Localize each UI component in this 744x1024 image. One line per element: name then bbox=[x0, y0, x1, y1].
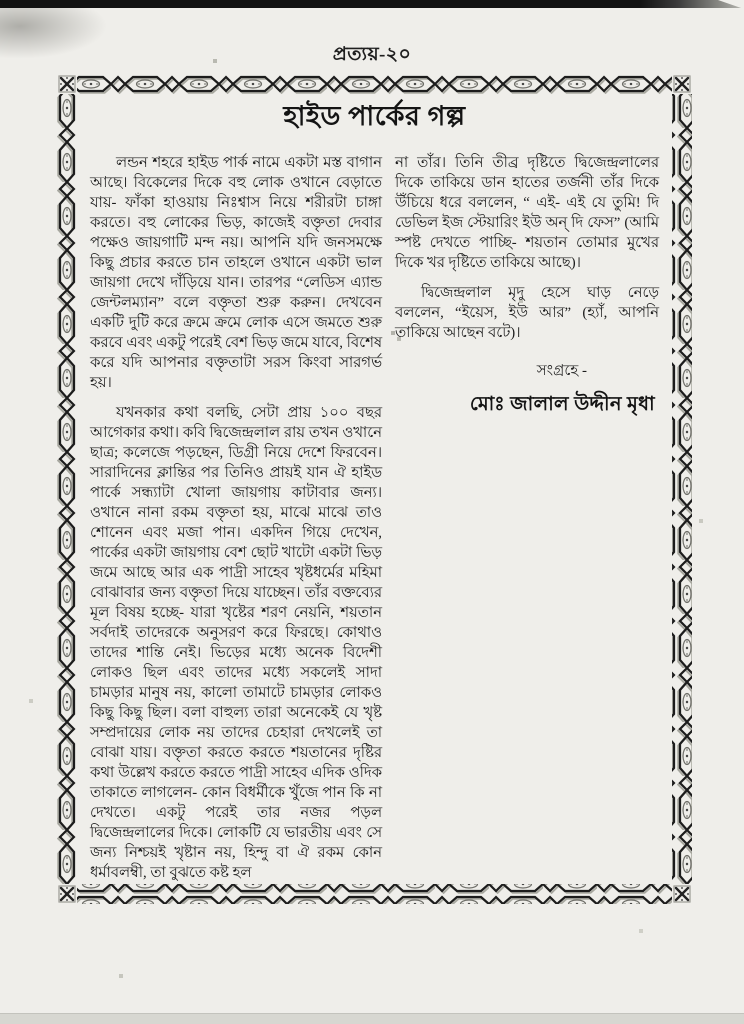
scan-edge-top bbox=[0, 0, 744, 8]
story-paragraph: না তাঁর। তিনি তীব্র দৃষ্টিতে দ্বিজেন্দ্রলালের দিকে তাকিয়ে ডান হাতের তর্জনী তাঁর দিকে উঁচিয়ে ধরে বললেন, “ এই- এই যে তুমি! দি ডেভিল ইজ স্টেয়ারিং ইউ অন্ দি ফেস” (আমি স্পষ্ট দেখতে পাচ্ছি- শয়তান তোমার মুখের দিকে খর দৃষ্টিতে তাকিয়ে আছে)। bbox=[395, 155, 659, 271]
scan-edge-notch bbox=[718, 0, 744, 9]
story-content bbox=[77, 94, 672, 884]
left-column bbox=[90, 153, 382, 893]
story-paragraph: দ্বিজেন্দ্রলাল মৃদু হেসে ঘাড় নেড়ে বললেন, “ইয়েস, ইউ আর” (হ্যাঁ, আপনি তাকিয়ে আছেন বটে)। bbox=[395, 285, 659, 341]
story-paragraph: লন্ডন শহরে হাইড পার্ক নামে একটা মস্ত বাগান আছে। বিকেলের দিকে বহু লোক ওখানে বেড়াতে যায়- ফাঁকা হাওয়ায় নিঃশ্বাস নিয়ে শরীরটা চাঙ্গা করতে। বহু লোকের ভিড়, কাজেই বক্তৃতা দেবার পক্ষেও জায়গাটি মন্দ নয়। আপনি যদি জনসমক্ষে কিছু প্রচার করতে চান তাহলে ওখানে একটা ভাল জায়গা দেখে দাঁড়িয়ে যান। তারপর “লেডিস এ্যান্ড জেন্টলম্যান” বলে বক্তৃতা শুরু করুন। দেখবেন একটি দুটি করে ক্রমে ক্রমে লোক এসে জমতে শুরু করবে এবং একটু পরেই বেশ ভিড় জমে যাবে, বিশেষ করে যদি আপনার বক্তৃতাটা সরস কিংবা সারগর্ভ হয়। bbox=[90, 155, 382, 391]
attribution-label: সংগ্রহে - bbox=[536, 363, 587, 379]
right-column bbox=[395, 153, 659, 893]
page-title: প্রত্যয়-২০ bbox=[332, 44, 412, 65]
two-column-text bbox=[77, 153, 672, 893]
story-title: হাইড পার্কের গল্প bbox=[283, 101, 466, 131]
scan-edge-bottom bbox=[0, 1013, 744, 1024]
attribution-author: মোঃ জালাল উদ্দীন মৃধা bbox=[469, 394, 655, 415]
scan-specks bbox=[0, 0, 2, 2]
story-paragraph: যখনকার কথা বলছি, সেটা প্রায় ১০০ বছর আগেকার কথা। কবি দ্বিজেন্দ্রলাল রায় তখন ওখানে ছাত্র; কলেজে পড়ছেন, ডিগ্রী নিয়ে দেশে ফিরবেন। সারাদিনের ক্লান্তির পর তিনিও প্রায়ই যান ঐ হাইড পার্কে সন্ধ্যাটা খোলা জায়গায় কাটাবার জন্য। ওখানে নানা রকম বক্তৃতা হয়, মাঝে মাঝে তাও শোনেন এবং মজা পান। একদিন গিয়ে দেখেন, পার্কের একটা জায়গায় বেশ ছোট খাটো একটা ভিড় জমে আছে আর এক পাদ্রী সাহেব খৃষ্টধর্মের মহিমা বোঝাবার জন্য বক্তৃতা দিয়ে যাচ্ছেন। তাঁর বক্তব্যের মূল বিষয় হচ্ছে- যারা খৃষ্টের শরণ নেয়নি, শয়তান সর্বদাই তাদেরকে অনুসরণ করে ফিরছে। কোথাও তাদের শান্তি নেই। ভিড়ের মধ্যে অনেক বিদেশী লোকও ছিল এবং তাদের মধ্যে সকলেই সাদা চামড়ার মানুষ নয়, কালো তামাটে চামড়ার লোকও কিছু কিছু ছিল। বলা বাহুল্য তারা অনেকেই যে খৃষ্ট সম্প্রদায়ের লোক নয় তাদের চেহারা দেখলেই তা বোঝা যায়। বক্তৃতা করতে করতে শয়তানের দৃষ্টির কথা উল্লেখ করতে করতে পাদ্রী সাহেব এদিক ওদিক তাকাতে লাগলেন- কোন বিধর্মীকে খুঁজে পান কি না দেখতে। একটু পরেই তার নজর পড়ল দ্বিজেন্দ্রলালের দিকে। লোকটি যে ভারতীয় এবং সে জন্য নিশ্চয়ই খৃষ্টান নয়, হিন্দু বা ঐ রকম কোন ধর্মাবলম্বী, তা বুঝতে কষ্ট হল bbox=[90, 405, 382, 881]
